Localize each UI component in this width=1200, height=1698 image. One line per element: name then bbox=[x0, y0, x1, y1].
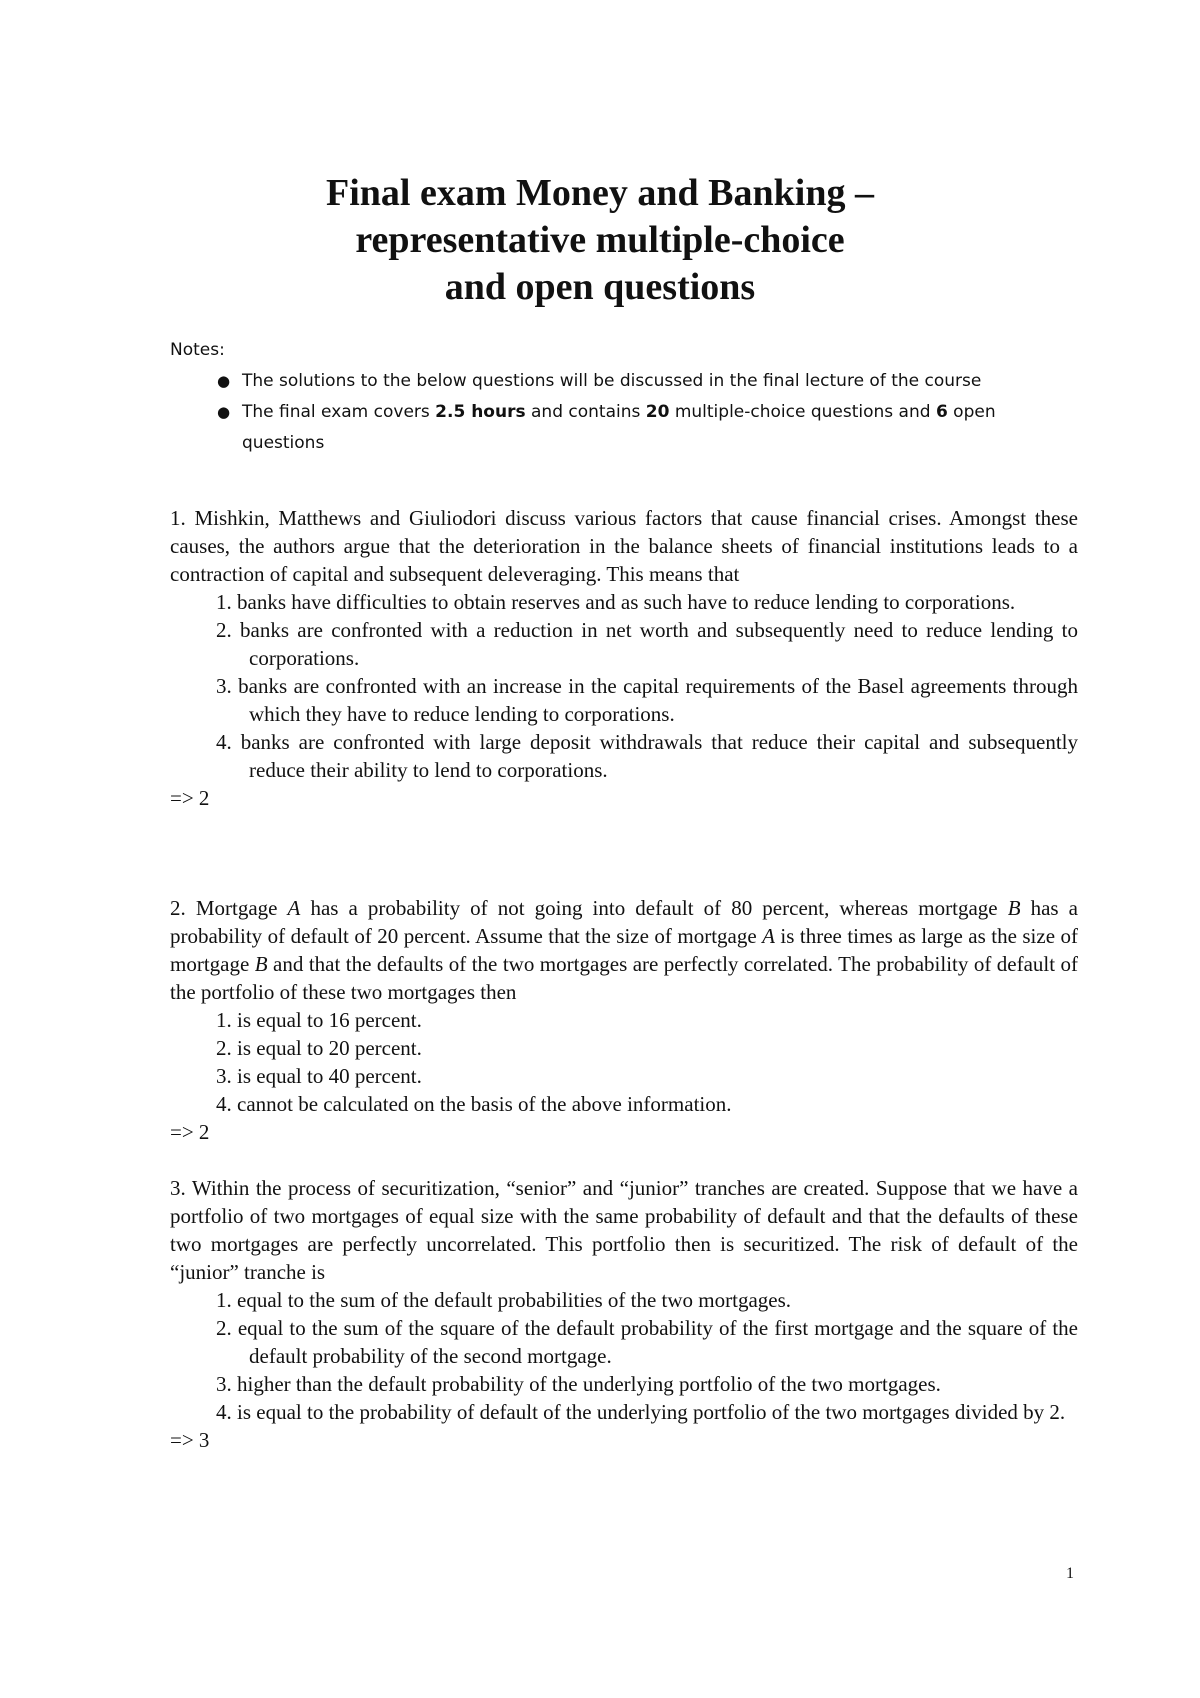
notes-list bbox=[170, 366, 1070, 459]
option: 4. banks are confronted with large deposit withdrawals that reduce their capital and subsequently reduce their ability to lend to corporations. bbox=[216, 730, 1078, 782]
mortgage-label: A bbox=[287, 896, 301, 920]
notes-item bbox=[170, 366, 1070, 397]
answer: => 2 bbox=[170, 1120, 210, 1144]
page-title bbox=[0, 170, 1200, 311]
option: 4. cannot be calculated on the basis of the above information. bbox=[216, 1092, 732, 1116]
question-stem: 1. Mishkin, Matthews and Giuliodori discuss various factors that cause financial crises. Amongst these causes, the authors argue that the deterioration in the balance sheets of financial institutions leads to a contraction of capital and subsequent deleveraging. This means that bbox=[170, 506, 1078, 586]
stem-text: has a probability of not going into default of 80 percent, whereas mortgage bbox=[300, 896, 1008, 920]
option: 4. is equal to the probability of default of the underlying portfolio of the two mortgages divided by 2. bbox=[216, 1400, 1066, 1424]
options-list bbox=[170, 588, 1078, 784]
question-stem: 3. Within the process of securitization, “senior” and “junior” tranches are created. Suppose that we have a portfolio of two mortgages of equal size with the same probability of default and that the defaults of these two mortgages are perfectly uncorrelated. This portfolio then is securitized. The risk of default of the “junior” tranche is bbox=[170, 1176, 1078, 1284]
mortgage-label: B bbox=[254, 952, 268, 976]
title-line-3: and open questions bbox=[444, 266, 756, 308]
option: 3. higher than the default probability of the underlying portfolio of the two mortgages. bbox=[216, 1372, 941, 1396]
notes-text: open questions bbox=[242, 402, 996, 453]
notes-text: The solutions to the below questions will be discussed in the final lecture of the course bbox=[242, 371, 982, 391]
option: 1. banks have difficulties to obtain reserves and as such have to reduce lending to corporations. bbox=[216, 590, 1016, 614]
options-list bbox=[170, 1286, 1078, 1426]
stem-text: and that the defaults of the two mortgages are perfectly correlated. The probability of default of the portfolio of these two mortgages then bbox=[170, 952, 1079, 1004]
bullet-icon: ● bbox=[217, 403, 231, 421]
question-2 bbox=[170, 894, 1078, 1146]
option: 3. is equal to 40 percent. bbox=[216, 1064, 422, 1088]
open-count: 6 bbox=[935, 402, 948, 422]
question-3 bbox=[170, 1174, 1078, 1454]
notes-label: Notes: bbox=[170, 340, 225, 360]
exam-duration: 2.5 hours bbox=[435, 402, 526, 422]
mc-count: 20 bbox=[645, 402, 670, 422]
bullet-icon: ● bbox=[217, 372, 231, 390]
option: 2. equal to the sum of the square of the default probability of the first mortgage and the square of the default probability of the second mortgage. bbox=[216, 1316, 1078, 1368]
option: 1. equal to the sum of the default probabilities of the two mortgages. bbox=[216, 1288, 792, 1312]
notes-text: and contains bbox=[525, 402, 646, 422]
question-stem bbox=[170, 894, 1078, 1006]
option: 1. is equal to 16 percent. bbox=[216, 1008, 422, 1032]
option: 2. banks are confronted with a reduction in net worth and subsequently need to reduce lending to corporations. bbox=[216, 618, 1078, 670]
page-number: 1 bbox=[1066, 1565, 1074, 1582]
stem-text: has a probability of default of 20 percent. Assume that the size of mortgage bbox=[170, 896, 1078, 948]
notes-item bbox=[170, 397, 1070, 459]
stem-text: is three times as large as the size of mortgage bbox=[170, 924, 1078, 976]
answer: => 2 bbox=[170, 786, 210, 810]
notes-text: multiple-choice questions and bbox=[669, 402, 936, 422]
notes-section bbox=[170, 338, 1070, 459]
stem-text: 2. Mortgage bbox=[170, 896, 288, 920]
options-list bbox=[170, 1006, 1078, 1118]
answer: => 3 bbox=[170, 1428, 210, 1452]
title-line-1: Final exam Money and Banking – bbox=[326, 172, 874, 214]
option: 2. is equal to 20 percent. bbox=[216, 1036, 422, 1060]
mortgage-label: A bbox=[762, 924, 775, 948]
mortgage-label: B bbox=[1007, 896, 1021, 920]
title-line-2: representative multiple-choice bbox=[355, 219, 845, 261]
notes-text: The final exam covers bbox=[242, 402, 436, 422]
option: 3. banks are confronted with an increase in the capital requirements of the Basel agreements through which they have to reduce lending to corporations. bbox=[216, 674, 1078, 726]
question-1 bbox=[170, 504, 1078, 812]
